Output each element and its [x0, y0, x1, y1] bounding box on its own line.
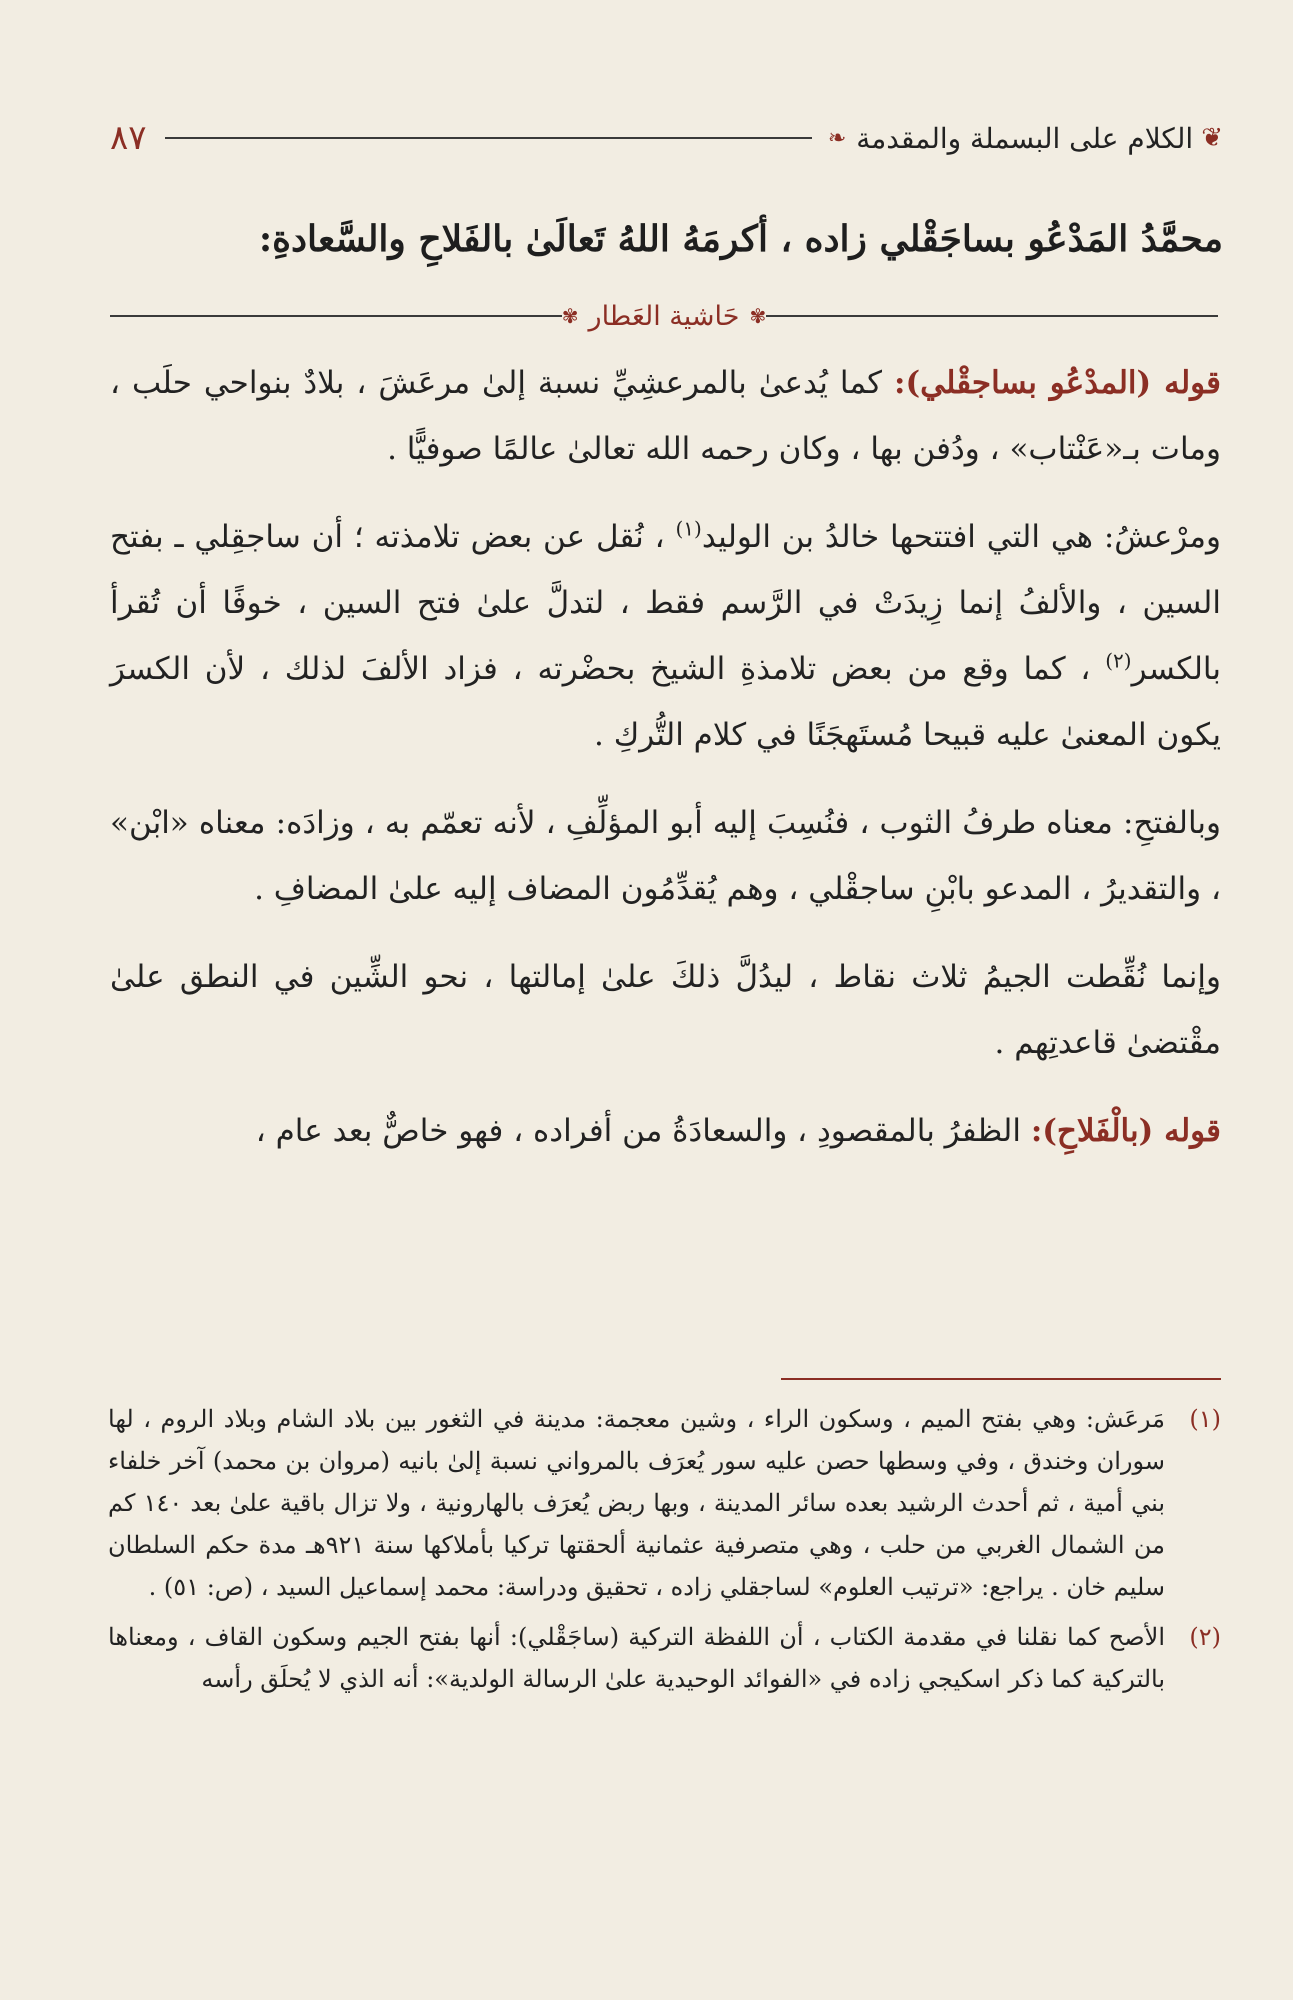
footnote-ref[interactable]: (١) [675, 516, 702, 541]
footnote-rule [781, 1378, 1221, 1380]
paragraph [110, 350, 1221, 482]
footnote-number: (٢) [1189, 1623, 1221, 1651]
paragraph [110, 790, 1221, 922]
footnote-ref[interactable]: (٢) [1105, 648, 1132, 673]
paragraph-text: ، نُقل عن بعض تلامذته ؛ أن ساجقِلي ـ بفتح السين ، والألفُ إنما زِيدَتْ في الرَّسم فقط ، لتدلَّ علىٰ فتح السين ، خوفًا أن تُقرأ بالكسر [110, 519, 1221, 687]
paragraph [110, 504, 1221, 768]
footnotes [108, 1398, 1221, 1708]
main-text-line: محمَّدُ المَدْعُو بساجَقْلي زاده ، أكرمَهُ اللهُ تَعالَىٰ بالفَلاحِ والسَّعادةِ: [258, 218, 1223, 260]
running-header [110, 118, 1223, 158]
separator-rule [766, 315, 1218, 317]
separator-rule [110, 315, 562, 317]
ornament-icon: ✾ [749, 304, 767, 328]
paragraph-text: وبالفتحِ: معناه طرفُ الثوب ، فنُسِبَ إليه أبو المؤلِّفِ ، لأنه تعمّم به ، وزادَه: معناه «ابْن» ، والتقديرُ ، المدعو بابْنِ ساجقْلي ، وهم يُقدِّمُون المضاف إليه علىٰ المضافِ . [110, 805, 1221, 907]
paragraph-text: ، كما وقع من بعض تلامذةِ الشيخ بحضْرته ، فزاد الألفَ لذلك ، لأن الكسرَ يكون المعنىٰ عليه قبيحا مُستَهجَنًا في كلام التُّركِ . [110, 651, 1221, 753]
paragraph-text: كما يُدعىٰ بالمرعشِيِّ نسبة إلىٰ مرعَشَ ، بلادٌ بنواحي حلَب ، ومات بـ«عَنْتاب» ، ودُفن بها ، وكان رحمه الله تعالىٰ عالمًا صوفيًّا . [110, 365, 1221, 467]
lemma: قوله (بالْفَلاحِ): [1030, 1113, 1221, 1149]
ornament-icon: ❧ [827, 125, 847, 151]
commentary-title: حَاشية العَطار [588, 300, 740, 332]
running-title: الكلام على البسملة والمقدمة [856, 121, 1194, 155]
commentary-separator [110, 296, 1218, 336]
footnote-text: مَرعَش: وهي بفتح الميم ، وسكون الراء ، وشين معجمة: مدينة في الثغور بين بلاد الشام وبلاد الروم ، لها سوران وخندق ، وفي وسطها حصن عليه سور يُعرَف بالمرواني نسبة إلىٰ بانيه (مروان بن محمد) آخر خلفاء بني أمية ، ثم أحدث الرشيد بعده سائر المدينة ، وبها ربض يُعرَف بالهارونية ، ولا تزال باقية علىٰ بعد ١٤٠ كم من الشمال الغربي من حلب ، وهي متصرفية عثمانية ألحقتها تركيا بأملاكها سنة ٩٢١هـ مدة حكم السلطان سليم خان . يراجع: «ترتيب العلوم» لساجقلي زاده ، تحقيق ودراسة: محمد إسماعيل السيد ، (ص: ٥١) . [108, 1405, 1165, 1601]
paragraph [110, 1098, 1221, 1164]
paragraph-text: الظفرُ بالمقصودِ ، والسعادَةُ من أفراده ، فهو خاصٌّ بعد عام ، [255, 1113, 1031, 1149]
paragraph-text: ومرْعشُ: هي التي افتتحها خالدُ بن الوليد [701, 519, 1221, 555]
paragraph [110, 944, 1221, 1076]
ornament-icon: ❦ [1201, 123, 1223, 153]
footnote-number: (١) [1189, 1405, 1221, 1433]
footnote-text: الأصح كما نقلنا في مقدمة الكتاب ، أن اللفظة التركية (ساجَقْلي): أنها بفتح الجيم وسكون القاف ، ومعناها بالتركية كما ذكر اسكيجي زاده في «الفوائد الوحيدية علىٰ الرسالة الولدية»: أنه الذي لا يُحلَق رأسه [108, 1623, 1165, 1693]
footnote [108, 1398, 1221, 1608]
footnote [108, 1616, 1221, 1700]
page-number: ٨٧ [110, 118, 147, 158]
ornament-icon: ✾ [561, 304, 579, 328]
lemma: قوله (المدْعُو بساجقْلي): [894, 365, 1221, 401]
header-rule [165, 137, 812, 139]
commentary-body [110, 350, 1221, 1186]
paragraph-text: وإنما نُقِّطت الجيمُ ثلاث نقاط ، ليدُلَّ ذلكَ علىٰ إمالتها ، نحو الشِّين في النطق علىٰ مقْتضىٰ قاعدتِهم . [110, 959, 1221, 1061]
